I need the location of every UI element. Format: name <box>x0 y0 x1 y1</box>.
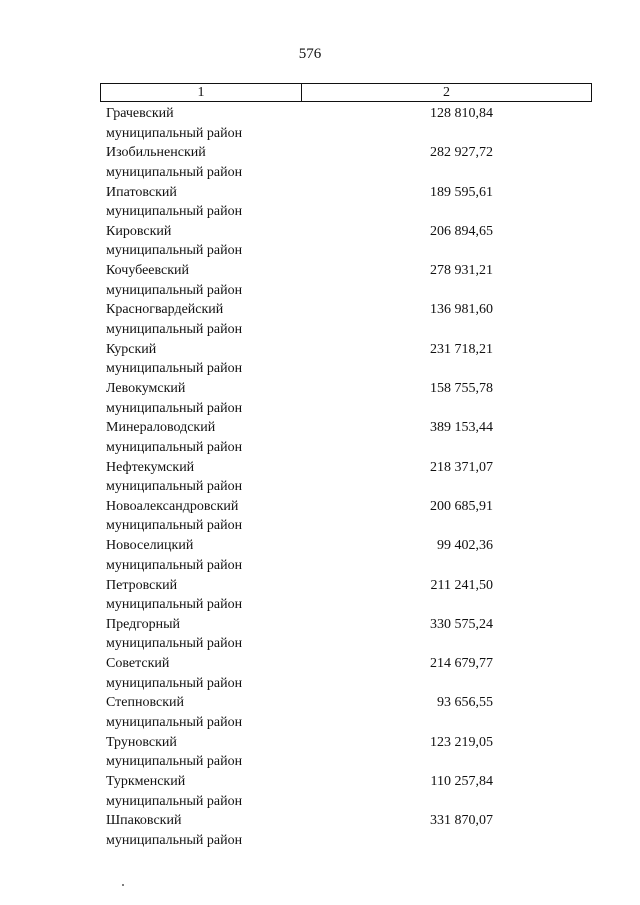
district-name-cell <box>106 222 386 261</box>
district-name: Ипатовский <box>106 184 177 200</box>
district-name-cell <box>106 340 386 379</box>
district-name-cell <box>106 458 386 497</box>
amount-value: 206 894,65 <box>430 223 493 239</box>
district-type: муниципальный район <box>106 125 243 141</box>
amount-value: 331 870,07 <box>430 813 493 829</box>
district-name-cell <box>106 576 386 615</box>
table-row <box>0 536 640 575</box>
district-type: муниципальный район <box>106 400 243 416</box>
table-row <box>0 183 640 222</box>
district-type: муниципальный район <box>106 754 243 770</box>
district-name: Советский <box>106 656 170 672</box>
district-type: муниципальный район <box>106 361 243 377</box>
amount-value: 214 679,77 <box>430 656 493 672</box>
district-name: Минераловодский <box>106 420 216 436</box>
district-name: Новоалександровский <box>106 498 239 514</box>
amount-value: 136 981,60 <box>430 302 493 318</box>
table-row <box>0 733 640 772</box>
district-name-cell <box>106 497 386 536</box>
district-name-cell <box>106 733 386 772</box>
amount-value: 128 810,84 <box>430 106 493 121</box>
table-row <box>0 458 640 497</box>
district-name: Предгорный <box>106 616 181 632</box>
table-row <box>0 811 640 850</box>
district-name: Новоселицкий <box>106 538 194 554</box>
district-name: Шпаковский <box>106 813 182 829</box>
table-row <box>0 615 640 654</box>
district-name-cell <box>106 811 386 850</box>
table-row <box>0 654 640 693</box>
district-name-cell <box>106 104 386 143</box>
amount-value: 231 718,21 <box>430 341 493 357</box>
district-type: муниципальный район <box>106 282 243 298</box>
district-name: Петровский <box>106 577 178 593</box>
district-type: муниципальный район <box>106 164 243 180</box>
district-type: муниципальный район <box>106 832 243 848</box>
district-type: муниципальный район <box>106 793 243 809</box>
district-name-cell <box>106 379 386 418</box>
table-row <box>0 693 640 732</box>
table-row <box>0 418 640 457</box>
amount-value: 218 371,07 <box>430 459 493 475</box>
district-type: муниципальный район <box>106 204 243 220</box>
amount-value: 330 575,24 <box>430 616 493 632</box>
district-name: Кочубеевский <box>106 263 190 279</box>
amount-value: 282 927,72 <box>430 145 493 161</box>
amount-value: 99 402,36 <box>437 538 493 554</box>
district-name: Курский <box>106 341 157 357</box>
amount-value: 123 219,05 <box>430 734 493 750</box>
district-name-cell <box>106 654 386 693</box>
district-name: Красногвардейский <box>106 302 224 318</box>
district-type: муниципальный район <box>106 479 243 495</box>
district-name-cell <box>106 536 386 575</box>
district-name: Кировский <box>106 223 172 239</box>
district-type: муниципальный район <box>106 557 243 573</box>
table-row <box>0 104 640 143</box>
amount-value: 211 241,50 <box>430 577 493 593</box>
page-number: 576 <box>298 46 322 62</box>
table-header <box>100 83 592 102</box>
district-name-cell <box>106 772 386 811</box>
amount-value: 189 595,61 <box>430 184 493 200</box>
district-type: муниципальный район <box>106 243 243 259</box>
table-row <box>0 340 640 379</box>
column-header-2: 2 <box>443 85 450 100</box>
district-type: муниципальный район <box>106 439 243 455</box>
district-name: Туркменский <box>106 774 186 790</box>
district-name-cell <box>106 183 386 222</box>
district-type: муниципальный район <box>106 675 243 691</box>
district-name-cell <box>106 261 386 300</box>
table-body <box>0 104 640 851</box>
district-name: Грачевский <box>106 106 174 121</box>
table-row <box>0 222 640 261</box>
table-row <box>0 772 640 811</box>
amount-value: 93 656,55 <box>437 695 493 711</box>
district-name-cell <box>106 418 386 457</box>
table-row <box>0 379 640 418</box>
district-name-cell <box>106 300 386 339</box>
amount-value: 278 931,21 <box>430 263 493 279</box>
district-name: Левокумский <box>106 381 186 397</box>
district-type: муниципальный район <box>106 714 243 730</box>
scan-speck <box>122 884 124 886</box>
district-type: муниципальный район <box>106 597 243 613</box>
district-name: Труновский <box>106 734 177 750</box>
table-row <box>0 261 640 300</box>
amount-value: 200 685,91 <box>430 498 493 514</box>
district-name-cell <box>106 143 386 182</box>
district-name: Нефтекумский <box>106 459 195 475</box>
district-name: Степновский <box>106 695 184 711</box>
district-name-cell <box>106 693 386 732</box>
table-row <box>0 576 640 615</box>
amount-value: 158 755,78 <box>430 381 493 397</box>
district-name-cell <box>106 615 386 654</box>
district-type: муниципальный район <box>106 636 243 652</box>
district-type: муниципальный район <box>106 518 243 534</box>
amount-value: 389 153,44 <box>430 420 493 436</box>
district-name: Изобильненский <box>106 145 206 161</box>
table-row <box>0 300 640 339</box>
table-row <box>0 497 640 536</box>
amount-value: 110 257,84 <box>430 774 493 790</box>
table-row <box>0 143 640 182</box>
district-type: муниципальный район <box>106 321 243 337</box>
column-header-1: 1 <box>101 84 302 101</box>
